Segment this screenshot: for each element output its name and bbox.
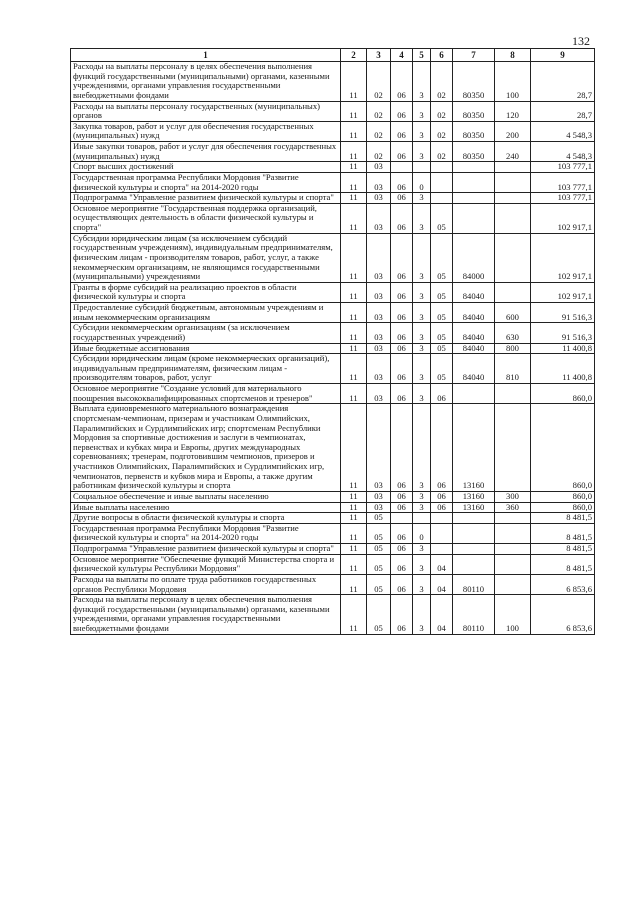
code-col-6: 02 — [431, 62, 453, 102]
code-col-7 — [453, 193, 495, 204]
code-col-3: 02 — [367, 121, 391, 141]
amount: 860,0 — [531, 384, 595, 404]
header-cell: 2 — [341, 49, 367, 62]
code-col-5: 3 — [413, 62, 431, 102]
code-col-6: 05 — [431, 343, 453, 354]
code-col-4: 06 — [391, 343, 413, 354]
code-col-4: 06 — [391, 101, 413, 121]
item-name: Субсидии юридическим лицам (кроме некоммерческих организаций), индивидуальным предпринимателям, физическим лицам - производителям товаров, работ, услуг — [71, 354, 341, 384]
code-col-6 — [431, 172, 453, 192]
code-col-8 — [495, 513, 531, 524]
header-cell: 1 — [71, 49, 341, 62]
code-col-2: 11 — [341, 142, 367, 162]
item-name: Расходы на выплаты персоналу в целях обеспечения выполнения функций государственными (муниципальными) органами, казенными учреждениями, органами управления государственными внебюджетными фондами — [71, 595, 341, 635]
item-name: Подпрограмма "Управление развитием физической культуры и спорта" — [71, 193, 341, 204]
code-col-5: 3 — [413, 595, 431, 635]
amount: 102 917,1 — [531, 203, 595, 233]
table-row — [71, 172, 595, 192]
amount: 103 777,1 — [531, 172, 595, 192]
item-name: Расходы на выплаты по оплате труда работников государственных органов Республики Мордовия — [71, 574, 341, 594]
amount: 102 917,1 — [531, 233, 595, 282]
code-col-6: 05 — [431, 303, 453, 323]
code-col-6: 06 — [431, 491, 453, 502]
code-col-2: 11 — [341, 233, 367, 282]
table-row — [71, 384, 595, 404]
code-col-3: 03 — [367, 172, 391, 192]
code-col-3: 03 — [367, 343, 391, 354]
code-col-5: 3 — [413, 233, 431, 282]
code-col-4: 06 — [391, 595, 413, 635]
code-col-2: 11 — [341, 101, 367, 121]
code-col-2: 11 — [341, 354, 367, 384]
code-col-2: 11 — [341, 162, 367, 173]
code-col-6: 05 — [431, 203, 453, 233]
code-col-3: 03 — [367, 282, 391, 302]
item-name: Спорт высших достижений — [71, 162, 341, 173]
code-col-5: 0 — [413, 172, 431, 192]
code-col-5: 3 — [413, 384, 431, 404]
table-row — [71, 523, 595, 543]
code-col-3: 05 — [367, 574, 391, 594]
code-col-2: 11 — [341, 523, 367, 543]
amount: 11 400,8 — [531, 354, 595, 384]
code-col-2: 11 — [341, 513, 367, 524]
code-col-7 — [453, 554, 495, 574]
page-number: 132 — [572, 34, 590, 48]
item-name: Иные выплаты населению — [71, 502, 341, 513]
code-col-5: 3 — [413, 193, 431, 204]
amount: 8 481,5 — [531, 554, 595, 574]
code-col-6: 05 — [431, 354, 453, 384]
code-col-7: 84040 — [453, 303, 495, 323]
code-col-3: 02 — [367, 62, 391, 102]
code-col-8: 200 — [495, 121, 531, 141]
code-col-8 — [495, 574, 531, 594]
code-col-8: 600 — [495, 303, 531, 323]
item-name: Подпрограмма "Управление развитием физической культуры и спорта" — [71, 544, 341, 555]
code-col-4: 06 — [391, 193, 413, 204]
code-col-5: 3 — [413, 404, 431, 492]
code-col-4: 06 — [391, 354, 413, 384]
table-row — [71, 101, 595, 121]
amount: 8 481,5 — [531, 513, 595, 524]
code-col-8 — [495, 554, 531, 574]
header-row — [71, 49, 595, 62]
code-col-2: 11 — [341, 384, 367, 404]
code-col-6: 06 — [431, 384, 453, 404]
code-col-8 — [495, 172, 531, 192]
header-cell: 4 — [391, 49, 413, 62]
code-col-8 — [495, 544, 531, 555]
amount: 91 516,3 — [531, 303, 595, 323]
code-col-2: 11 — [341, 172, 367, 192]
code-col-2: 11 — [341, 62, 367, 102]
code-col-7: 13160 — [453, 502, 495, 513]
code-col-8: 630 — [495, 323, 531, 343]
code-col-3: 03 — [367, 502, 391, 513]
code-col-6: 06 — [431, 502, 453, 513]
code-col-7 — [453, 544, 495, 555]
code-col-3: 03 — [367, 233, 391, 282]
item-name: Основное мероприятие "Государственная поддержка организаций, осуществляющих деятельность в области физической культуры и спорта" — [71, 203, 341, 233]
table-body — [71, 62, 595, 635]
code-col-8: 100 — [495, 595, 531, 635]
code-col-7: 84040 — [453, 343, 495, 354]
table-row — [71, 404, 595, 492]
amount: 28,7 — [531, 101, 595, 121]
header-cell: 5 — [413, 49, 431, 62]
amount: 102 917,1 — [531, 282, 595, 302]
item-name: Государственная программа Республики Мордовия "Развитие физической культуры и спорта" на 2014-2020 годы — [71, 523, 341, 543]
code-col-5: 3 — [413, 502, 431, 513]
code-col-2: 11 — [341, 595, 367, 635]
code-col-5: 3 — [413, 303, 431, 323]
code-col-5: 3 — [413, 343, 431, 354]
code-col-2: 11 — [341, 203, 367, 233]
amount: 8 481,5 — [531, 523, 595, 543]
code-col-5: 3 — [413, 142, 431, 162]
amount: 860,0 — [531, 404, 595, 492]
table-row — [71, 162, 595, 173]
item-name: Иные бюджетные ассигнования — [71, 343, 341, 354]
code-col-5: 3 — [413, 323, 431, 343]
code-col-7 — [453, 384, 495, 404]
code-col-8 — [495, 384, 531, 404]
table-row — [71, 574, 595, 594]
code-col-3: 05 — [367, 523, 391, 543]
code-col-7: 13160 — [453, 404, 495, 492]
item-name: Социальное обеспечение и иные выплаты населению — [71, 491, 341, 502]
code-col-8: 120 — [495, 101, 531, 121]
code-col-7: 84040 — [453, 323, 495, 343]
table-row — [71, 142, 595, 162]
code-col-4: 06 — [391, 544, 413, 555]
table-row — [71, 502, 595, 513]
code-col-3: 02 — [367, 142, 391, 162]
code-col-3: 03 — [367, 384, 391, 404]
item-name: Расходы на выплаты персоналу государственных (муниципальных) органов — [71, 101, 341, 121]
code-col-8 — [495, 162, 531, 173]
table-row — [71, 323, 595, 343]
code-col-3: 03 — [367, 162, 391, 173]
code-col-6: 05 — [431, 282, 453, 302]
amount: 860,0 — [531, 502, 595, 513]
code-col-5: 3 — [413, 491, 431, 502]
item-name: Предоставление субсидий бюджетным, автономным учреждениям и иным некоммерческим организациям — [71, 303, 341, 323]
table-row — [71, 303, 595, 323]
code-col-6 — [431, 544, 453, 555]
table-row — [71, 233, 595, 282]
code-col-6: 02 — [431, 121, 453, 141]
code-col-7: 84000 — [453, 233, 495, 282]
code-col-3: 05 — [367, 595, 391, 635]
item-name: Иные закупки товаров, работ и услуг для обеспечения государственных (муниципальных) нужд — [71, 142, 341, 162]
code-col-8 — [495, 233, 531, 282]
table-row — [71, 193, 595, 204]
code-col-2: 11 — [341, 574, 367, 594]
code-col-2: 11 — [341, 544, 367, 555]
item-name: Субсидии некоммерческим организациям (за исключением государственных учреждений) — [71, 323, 341, 343]
code-col-7 — [453, 523, 495, 543]
code-col-4: 06 — [391, 502, 413, 513]
code-col-4: 06 — [391, 203, 413, 233]
code-col-8: 360 — [495, 502, 531, 513]
amount: 103 777,1 — [531, 193, 595, 204]
code-col-2: 11 — [341, 343, 367, 354]
code-col-8 — [495, 282, 531, 302]
header-cell: 7 — [453, 49, 495, 62]
code-col-6 — [431, 523, 453, 543]
code-col-2: 11 — [341, 121, 367, 141]
code-col-4: 06 — [391, 523, 413, 543]
code-col-8: 800 — [495, 343, 531, 354]
code-col-8: 810 — [495, 354, 531, 384]
code-col-7: 80350 — [453, 101, 495, 121]
amount: 103 777,1 — [531, 162, 595, 173]
code-col-6: 02 — [431, 142, 453, 162]
code-col-5: 3 — [413, 554, 431, 574]
code-col-7 — [453, 513, 495, 524]
code-col-7: 80110 — [453, 595, 495, 635]
code-col-8: 100 — [495, 62, 531, 102]
code-col-3: 03 — [367, 193, 391, 204]
code-col-8 — [495, 404, 531, 492]
code-col-3: 05 — [367, 513, 391, 524]
code-col-5: 3 — [413, 544, 431, 555]
table-row — [71, 121, 595, 141]
item-name: Основное мероприятие "Создание условий для материального поощрения высококвалифицированных спортсменов и тренеров" — [71, 384, 341, 404]
code-col-5: 3 — [413, 282, 431, 302]
code-col-8: 240 — [495, 142, 531, 162]
table-row — [71, 544, 595, 555]
code-col-3: 03 — [367, 491, 391, 502]
table-row — [71, 343, 595, 354]
code-col-3: 03 — [367, 303, 391, 323]
code-col-4: 06 — [391, 62, 413, 102]
table-row — [71, 354, 595, 384]
budget-table — [70, 48, 595, 635]
item-name: Закупка товаров, работ и услуг для обеспечения государственных (муниципальных) нужд — [71, 121, 341, 141]
code-col-7: 80350 — [453, 121, 495, 141]
code-col-7: 80350 — [453, 142, 495, 162]
code-col-5 — [413, 162, 431, 173]
code-col-2: 11 — [341, 404, 367, 492]
amount: 11 400,8 — [531, 343, 595, 354]
code-col-4: 06 — [391, 554, 413, 574]
item-name: Гранты в форме субсидий на реализацию проектов в области физической культуры и спорта — [71, 282, 341, 302]
table-row — [71, 62, 595, 102]
item-name: Выплата единовременного материального вознаграждения спортсменам-чемпионам, призерам и участникам Олимпийских, Паралимпийских и Сурдлимпийских игр; спортсменам Республики Мордовия за спортивные достижения и заслуги в чемпионатах, первенствах и кубках мира и Европы, других международных соревнованиях; тренерам, подготовившим чемпионов, призеров и участников Олимпийских, Паралимпийских и Сурдлимпийских игр, чемпионатов, первенств и кубков мира и Европы, а также другим работникам физической культуры и спорта — [71, 404, 341, 492]
code-col-6: 05 — [431, 233, 453, 282]
code-col-8 — [495, 523, 531, 543]
code-col-3: 03 — [367, 354, 391, 384]
code-col-5 — [413, 513, 431, 524]
item-name: Субсидии юридическим лицам (за исключением субсидий государственным учреждениям), индивидуальным предпринимателям, физическим лицам - производителям товаров, работ, услуг, а также некоммерческим организациям, не являющимся государственными (муниципальными) учреждениями — [71, 233, 341, 282]
amount: 4 548,3 — [531, 142, 595, 162]
code-col-5: 3 — [413, 121, 431, 141]
code-col-6: 05 — [431, 323, 453, 343]
code-col-4: 06 — [391, 491, 413, 502]
code-col-8 — [495, 203, 531, 233]
code-col-6: 06 — [431, 404, 453, 492]
table-row — [71, 554, 595, 574]
item-name: Расходы на выплаты персоналу в целях обеспечения выполнения функций государственными (муниципальными) органами, казенными учреждениями, органами управления государственными внебюджетными фондами — [71, 62, 341, 102]
item-name: Основное мероприятие "Обеспечение функций Министерства спорта и физической культуры Республики Мордовия" — [71, 554, 341, 574]
code-col-4: 06 — [391, 282, 413, 302]
amount: 28,7 — [531, 62, 595, 102]
table-row — [71, 203, 595, 233]
code-col-2: 11 — [341, 502, 367, 513]
code-col-3: 03 — [367, 323, 391, 343]
code-col-7 — [453, 162, 495, 173]
code-col-6 — [431, 513, 453, 524]
code-col-7 — [453, 172, 495, 192]
code-col-6: 04 — [431, 554, 453, 574]
code-col-3: 03 — [367, 203, 391, 233]
amount: 6 853,6 — [531, 595, 595, 635]
table-row — [71, 282, 595, 302]
code-col-6 — [431, 162, 453, 173]
code-col-6 — [431, 193, 453, 204]
header-cell: 8 — [495, 49, 531, 62]
code-col-2: 11 — [341, 491, 367, 502]
code-col-3: 05 — [367, 544, 391, 555]
table-row — [71, 513, 595, 524]
code-col-4: 06 — [391, 384, 413, 404]
code-col-3: 02 — [367, 101, 391, 121]
item-name: Другие вопросы в области физической культуры и спорта — [71, 513, 341, 524]
code-col-7: 80110 — [453, 574, 495, 594]
code-col-4: 06 — [391, 404, 413, 492]
code-col-4: 06 — [391, 574, 413, 594]
header-cell: 3 — [367, 49, 391, 62]
code-col-8: 300 — [495, 491, 531, 502]
header-cell: 9 — [531, 49, 595, 62]
code-col-3: 03 — [367, 404, 391, 492]
code-col-5: 3 — [413, 574, 431, 594]
table-row — [71, 595, 595, 635]
code-col-5: 3 — [413, 101, 431, 121]
code-col-4 — [391, 513, 413, 524]
code-col-7: 80350 — [453, 62, 495, 102]
code-col-2: 11 — [341, 282, 367, 302]
code-col-4: 06 — [391, 323, 413, 343]
code-col-7: 84040 — [453, 282, 495, 302]
code-col-8 — [495, 193, 531, 204]
code-col-4 — [391, 162, 413, 173]
code-col-7: 84040 — [453, 354, 495, 384]
code-col-2: 11 — [341, 193, 367, 204]
amount: 6 853,6 — [531, 574, 595, 594]
code-col-5: 0 — [413, 523, 431, 543]
code-col-4: 06 — [391, 303, 413, 323]
header-cell: 6 — [431, 49, 453, 62]
code-col-4: 06 — [391, 142, 413, 162]
code-col-4: 06 — [391, 233, 413, 282]
amount: 8 481,5 — [531, 544, 595, 555]
amount: 91 516,3 — [531, 323, 595, 343]
table-row — [71, 491, 595, 502]
code-col-5: 3 — [413, 354, 431, 384]
item-name: Государственная программа Республики Мордовия "Развитие физической культуры и спорта" на 2014-2020 годы — [71, 172, 341, 192]
code-col-2: 11 — [341, 303, 367, 323]
code-col-6: 04 — [431, 595, 453, 635]
code-col-2: 11 — [341, 323, 367, 343]
code-col-5: 3 — [413, 203, 431, 233]
code-col-7: 13160 — [453, 491, 495, 502]
code-col-4: 06 — [391, 121, 413, 141]
amount: 860,0 — [531, 491, 595, 502]
code-col-3: 05 — [367, 554, 391, 574]
code-col-6: 04 — [431, 574, 453, 594]
amount: 4 548,3 — [531, 121, 595, 141]
code-col-6: 02 — [431, 101, 453, 121]
code-col-7 — [453, 203, 495, 233]
code-col-2: 11 — [341, 554, 367, 574]
code-col-4: 06 — [391, 172, 413, 192]
